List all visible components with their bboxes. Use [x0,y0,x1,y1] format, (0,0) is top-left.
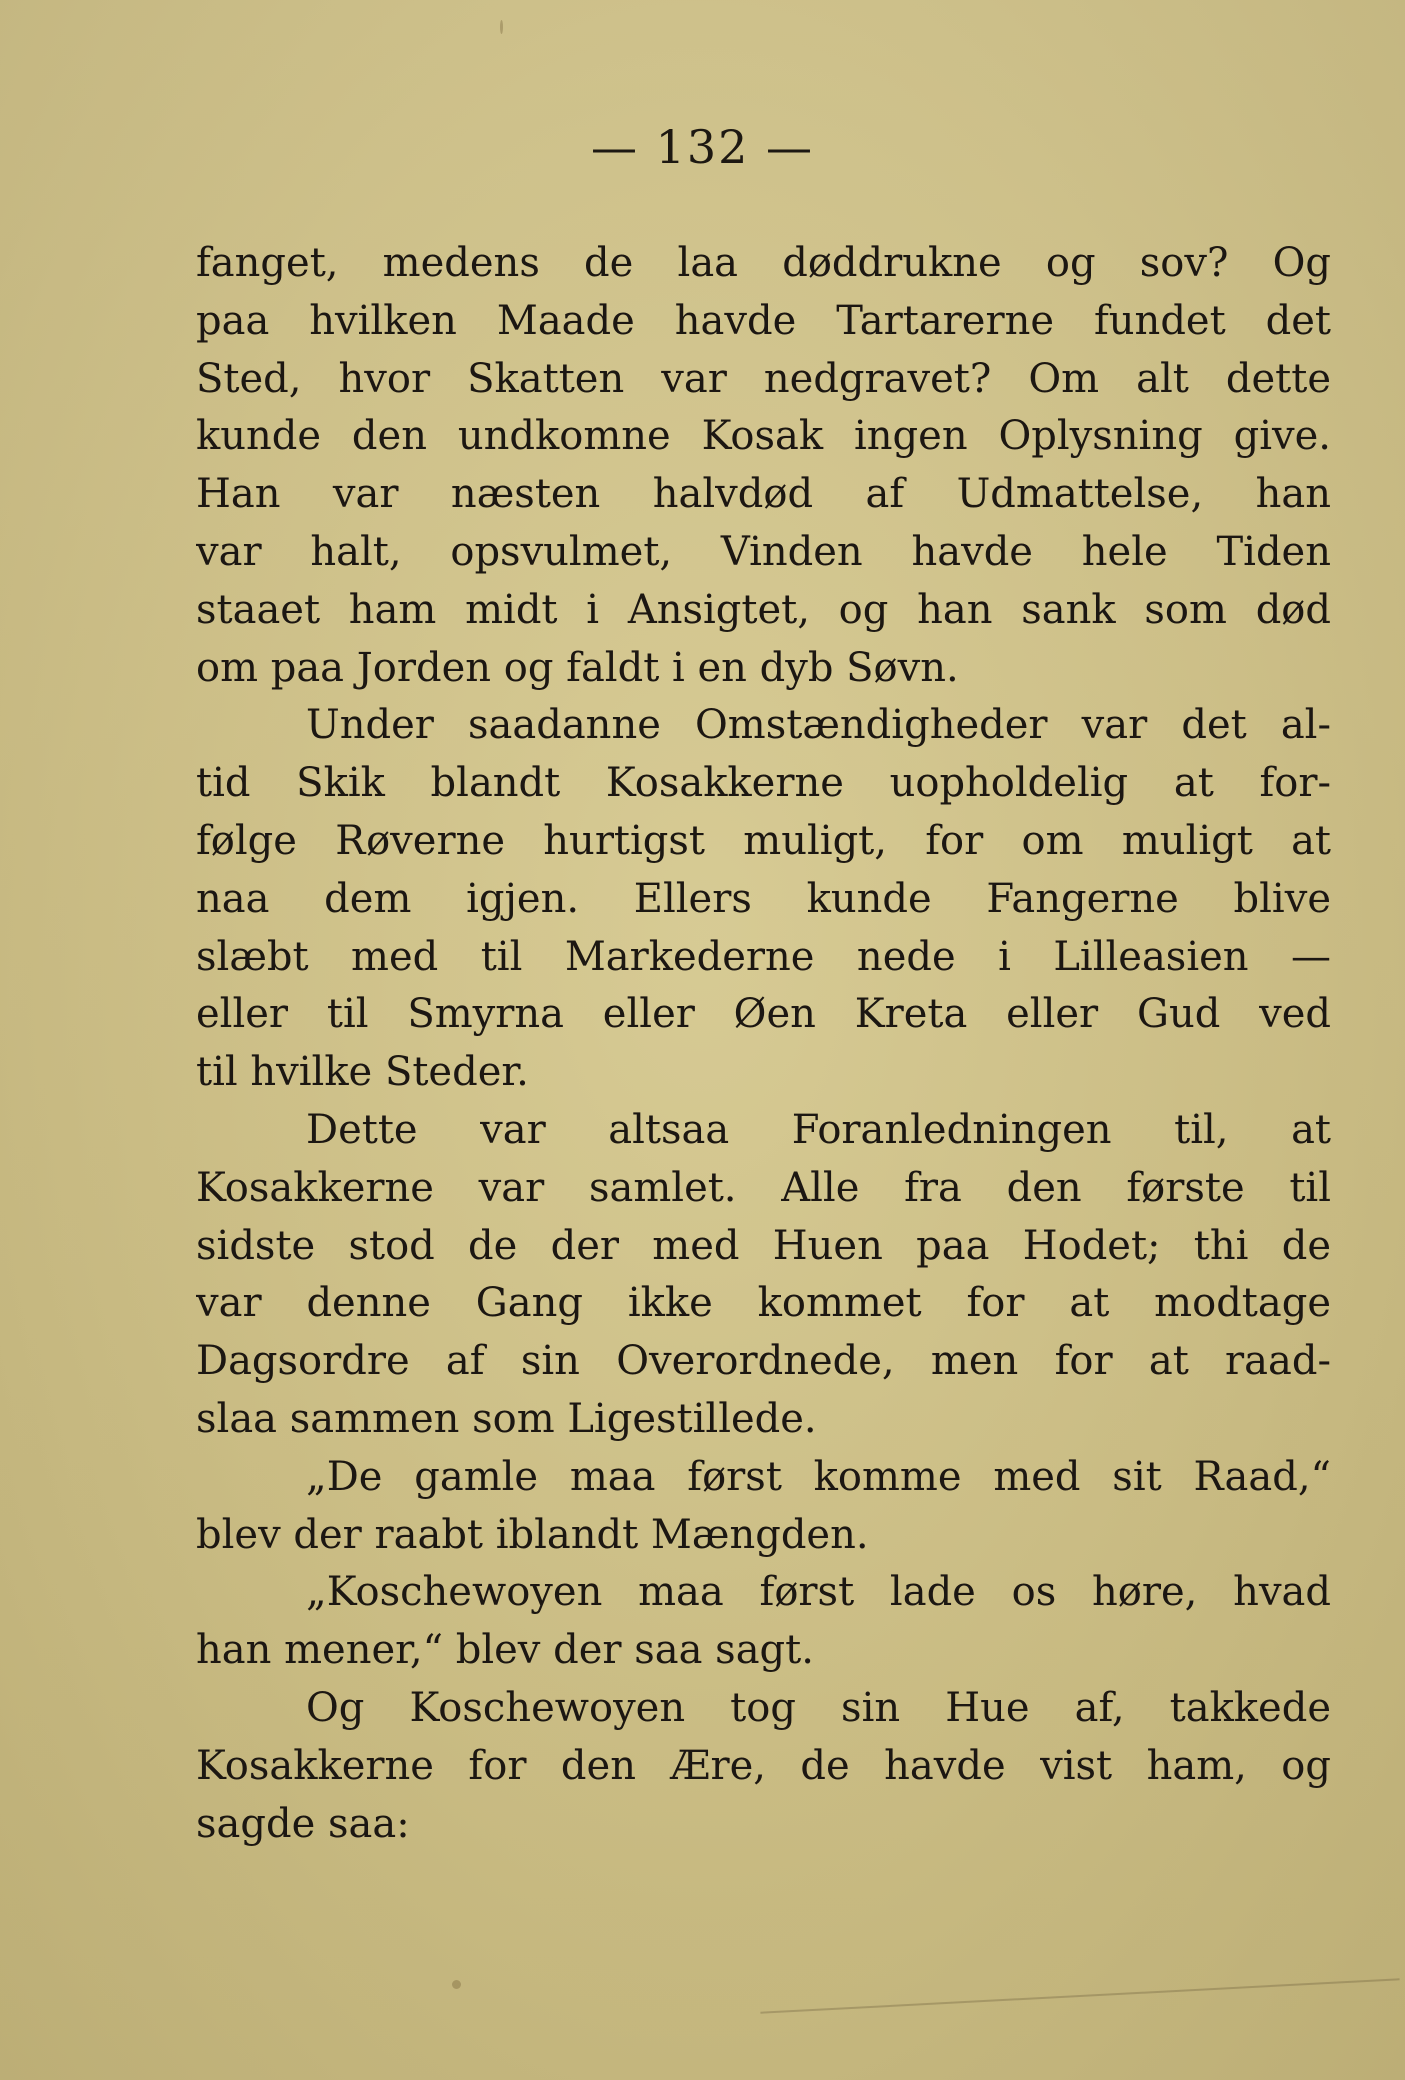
text-line-23: blev der raabt iblandt Mængden. [196,1511,869,1558]
paper-crease [760,1978,1399,2013]
page-number: — 132 — [590,120,815,174]
text-line-7: staaet ham midt i Ansigtet, og han sank som død [196,586,1331,633]
text-line-18: sidste stod de der med Huen paa Hodet; thi de [196,1222,1331,1269]
text-line-1: fanget, medens de laa døddrukne og sov? Og [196,240,1331,286]
text-line-9: Under saadanne Omstændigheder var det al- [306,702,1331,749]
text-line-22: „De gamle maa først komme med sit Raad,“ [306,1453,1331,1500]
paper-speck [500,20,503,34]
text-line-15: til hvilke Steder. [196,1049,529,1096]
text-line-11: følge Røverne hurtigst muligt, for om muligt at [196,817,1331,864]
text-line-26: Og Koschewoyen tog sin Hue af, takkede [306,1684,1331,1731]
text-line-17: Kosakkerne var samlet. Alle fra den første til [196,1164,1331,1211]
text-line-28: sagde saa: [196,1800,410,1847]
text-line-13: slæbt med til Markederne nede i Lilleasien — [196,933,1331,980]
text-line-10: tid Skik blandt Kosakkerne uopholdelig at for- [196,760,1331,807]
text-line-21: slaa sammen som Ligestillede. [196,1395,817,1442]
text-line-14: eller til Smyrna eller Øen Kreta eller Gud ved [196,991,1331,1038]
text-line-20: Dagsordre af sin Overordnede, men for at raad- [196,1338,1331,1385]
text-line-16: Dette var altsaa Foranledningen til, at [306,1106,1331,1153]
paper-speck [452,1980,461,1989]
text-line-8: om paa Jorden og faldt i en dyb Søvn. [196,644,959,691]
body-text [196,235,1331,1853]
text-line-25: han mener,“ blev der saa sagt. [196,1627,814,1674]
text-line-24: „Koschewoyen maa først lade os høre, hvad [306,1569,1331,1616]
text-line-5: Han var næsten halvdød af Udmattelse, han [196,471,1331,518]
text-line-2: paa hvilken Maade havde Tartarerne fundet det [196,297,1331,344]
text-line-12: naa dem igjen. Ellers kunde Fangerne blive [196,875,1331,922]
text-line-3: Sted, hvor Skatten var nedgravet? Om alt dette [196,355,1331,402]
text-line-6: var halt, opsvulmet, Vinden havde hele Tiden [196,528,1331,575]
text-line-27: Kosakkerne for den Ære, de havde vist ham, og [196,1742,1331,1789]
text-line-4: kunde den undkomne Kosak ingen Oplysning give. [196,413,1331,460]
text-line-19: var denne Gang ikke kommet for at modtage [196,1280,1331,1327]
